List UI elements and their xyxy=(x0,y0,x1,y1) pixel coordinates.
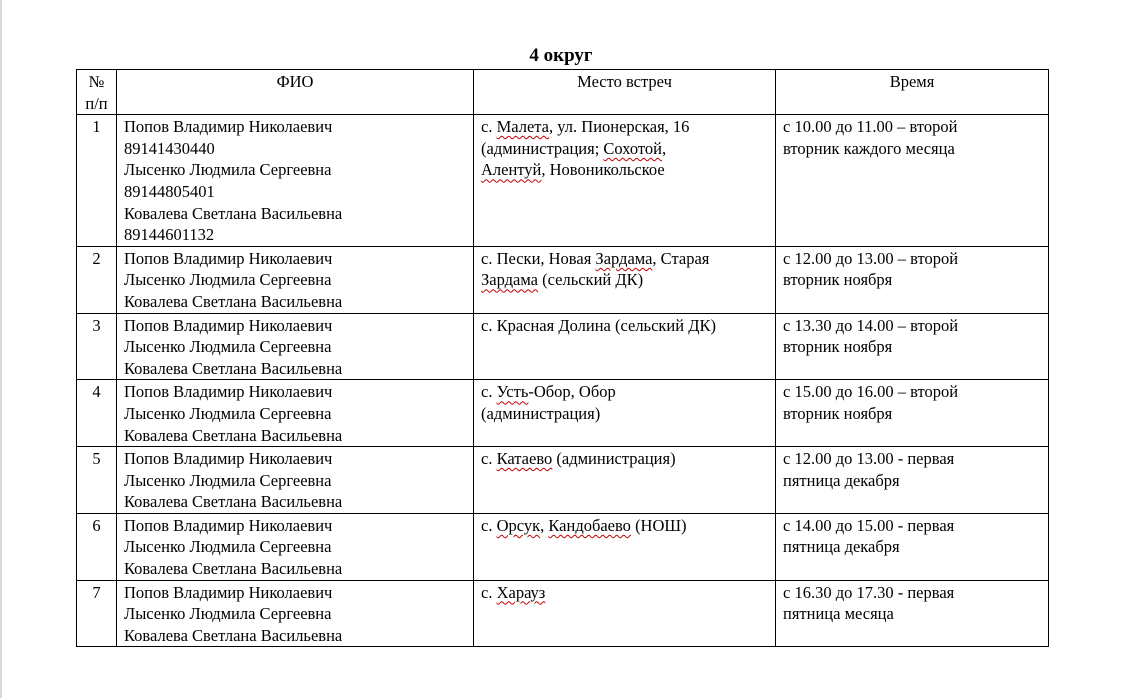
time-line: вторник ноября xyxy=(783,403,893,423)
place-spellcheck-word: Сохотой xyxy=(603,138,662,158)
place-text: (сельский ДК) xyxy=(538,270,644,290)
person-name: Лысенко Людмила Сергеевна xyxy=(124,470,332,490)
place-cell xyxy=(474,447,776,514)
place-line xyxy=(481,582,768,604)
person-name: Ковалева Светлана Васильевна xyxy=(124,358,343,378)
person-name: Попов Владимир Николаевич xyxy=(124,315,333,335)
meeting-schedule-table xyxy=(76,69,1049,647)
time-cell xyxy=(776,513,1049,580)
place-text: -Обор, Обор xyxy=(528,382,616,402)
time-line: с 13.30 до 14.00 – второй xyxy=(783,315,959,335)
row-number: 7 xyxy=(77,580,117,647)
person-name: Лысенко Людмила Сергеевна xyxy=(124,403,332,423)
person-name: Ковалева Светлана Васильевна xyxy=(124,203,343,223)
time-line: с 10.00 до 11.00 – второй xyxy=(783,117,958,137)
row-number: 4 xyxy=(77,380,117,447)
place-text: (администрация; xyxy=(481,138,604,158)
time-line: с 12.00 до 13.00 - первая xyxy=(783,449,955,469)
time-cell xyxy=(776,380,1049,447)
fio-cell xyxy=(117,447,474,514)
row-number: 6 xyxy=(77,513,117,580)
place-line xyxy=(481,248,768,270)
row-number: 1 xyxy=(77,115,117,247)
time-line: пятница декабря xyxy=(783,470,900,490)
person-name: Попов Владимир Николаевич xyxy=(124,449,333,469)
place-cell xyxy=(474,580,776,647)
place-line xyxy=(481,515,768,537)
person-name: Лысенко Людмила Сергеевна xyxy=(124,604,332,624)
table-row xyxy=(77,513,1049,580)
place-text: с. xyxy=(481,515,497,535)
place-spellcheck-word: Кандобаево xyxy=(548,515,631,535)
header-fio: ФИО xyxy=(117,70,474,115)
place-spellcheck-word: Харауз xyxy=(496,582,546,602)
person-name: Попов Владимир Николаевич xyxy=(124,582,333,602)
time-line: пятница декабря xyxy=(783,537,900,557)
table-row xyxy=(77,115,1049,247)
fio-cell xyxy=(117,246,474,313)
time-cell xyxy=(776,313,1049,380)
person-name: Попов Владимир Николаевич xyxy=(124,248,333,268)
table-row xyxy=(77,447,1049,514)
person-name: Ковалева Светлана Васильевна xyxy=(124,425,343,445)
row-number: 5 xyxy=(77,447,117,514)
place-text: , Старая xyxy=(652,248,710,268)
place-cell xyxy=(474,313,776,380)
person-name: Попов Владимир Николаевич xyxy=(124,382,333,402)
place-text: (НОШ) xyxy=(630,515,687,535)
header-number-line1: № xyxy=(88,72,105,91)
header-number-line2: п/п xyxy=(85,93,108,113)
place-spellcheck-word: Катаево xyxy=(496,449,553,469)
time-line: пятница месяца xyxy=(783,604,894,624)
place-text: , xyxy=(540,515,549,535)
person-name: Ковалева Светлана Васильевна xyxy=(124,625,343,645)
person-name: Лысенко Людмила Сергеевна xyxy=(124,537,332,557)
person-phone: 89144601132 xyxy=(124,225,215,245)
place-cell xyxy=(474,380,776,447)
time-cell xyxy=(776,447,1049,514)
fio-cell xyxy=(117,580,474,647)
place-line xyxy=(481,448,768,470)
place-spellcheck-word: Усть xyxy=(496,382,529,402)
row-number: 3 xyxy=(77,313,117,380)
time-line: вторник ноября xyxy=(783,270,893,290)
place-spellcheck-word: Орсук xyxy=(496,515,541,535)
place-cell xyxy=(474,513,776,580)
header-place: Место встреч xyxy=(474,70,776,115)
time-line: с 12.00 до 13.00 – второй xyxy=(783,248,959,268)
person-name: Ковалева Светлана Васильевна xyxy=(124,559,343,579)
place-text: (администрация) xyxy=(552,449,676,469)
time-line: с 16.30 до 17.30 - первая xyxy=(783,582,955,602)
time-line: вторник ноября xyxy=(783,337,893,357)
place-text: с. xyxy=(481,582,497,602)
place-text: , xyxy=(662,138,667,158)
fio-cell xyxy=(117,380,474,447)
place-spellcheck-word: Алентуй xyxy=(481,160,542,180)
time-cell xyxy=(776,580,1049,647)
time-cell xyxy=(776,246,1049,313)
time-line: вторник каждого месяца xyxy=(783,138,955,158)
table-row xyxy=(77,380,1049,447)
place-text: с. xyxy=(481,449,497,469)
place-line xyxy=(481,269,768,291)
header-number xyxy=(77,70,117,115)
place-spellcheck-word: Зардама xyxy=(595,248,653,268)
table-row xyxy=(77,313,1049,380)
place-line: с. Красная Долина (сельский ДК) xyxy=(481,315,716,335)
place-text: с. xyxy=(481,117,497,137)
place-line xyxy=(481,116,768,138)
place-cell xyxy=(474,115,776,247)
person-name: Ковалева Светлана Васильевна xyxy=(124,492,343,512)
person-name: Лысенко Людмила Сергеевна xyxy=(124,337,332,357)
person-name: Лысенко Людмила Сергеевна xyxy=(124,270,332,290)
place-line xyxy=(481,159,768,181)
header-time: Время xyxy=(776,70,1049,115)
fio-cell xyxy=(117,115,474,247)
district-title: 4 округ xyxy=(529,45,593,66)
page-left-edge xyxy=(0,0,2,698)
place-line: (администрация) xyxy=(481,403,601,423)
person-name: Попов Владимир Николаевич xyxy=(124,117,333,137)
person-name: Лысенко Людмила Сергеевна xyxy=(124,160,332,180)
person-name: Попов Владимир Николаевич xyxy=(124,515,333,535)
time-line: с 15.00 до 16.00 – второй xyxy=(783,382,959,402)
place-text: , ул. Пионерская, 16 xyxy=(549,117,690,137)
person-phone: 89144805401 xyxy=(124,181,215,201)
place-text: с. Пески, Новая xyxy=(481,248,596,268)
row-number: 2 xyxy=(77,246,117,313)
fio-cell xyxy=(117,513,474,580)
table-row xyxy=(77,580,1049,647)
person-phone: 89141430440 xyxy=(124,138,215,158)
time-line: с 14.00 до 15.00 - первая xyxy=(783,515,955,535)
person-name: Ковалева Светлана Васильевна xyxy=(124,291,343,311)
table-header-row xyxy=(77,70,1049,115)
place-text: , Новоникольское xyxy=(541,160,665,180)
place-line xyxy=(481,138,768,160)
fio-cell xyxy=(117,313,474,380)
table-row xyxy=(77,246,1049,313)
place-text: с. xyxy=(481,382,497,402)
place-cell xyxy=(474,246,776,313)
place-spellcheck-word: Зардама xyxy=(481,270,538,290)
time-cell xyxy=(776,115,1049,247)
place-line xyxy=(481,381,768,403)
place-spellcheck-word: Малета xyxy=(496,117,550,137)
